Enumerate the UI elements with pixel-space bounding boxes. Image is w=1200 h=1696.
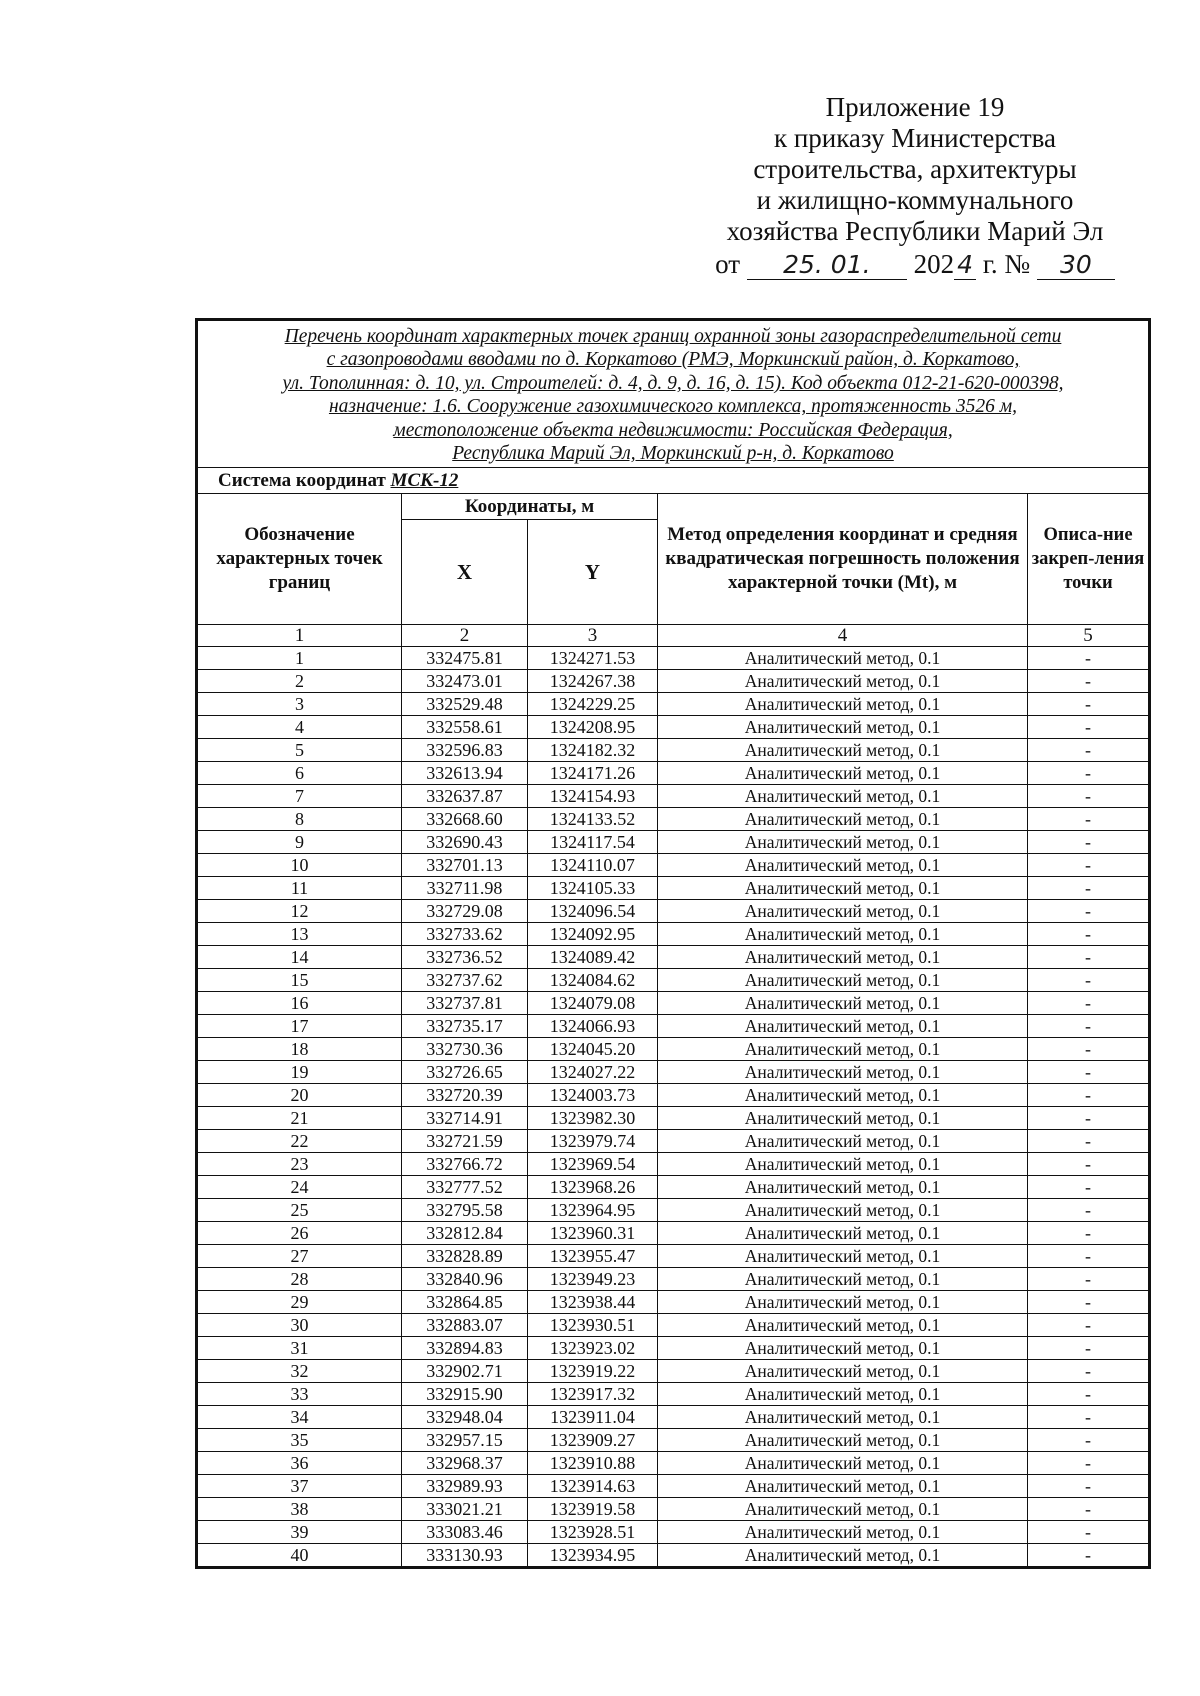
fixing-description: - bbox=[1028, 1475, 1150, 1498]
fixing-description: - bbox=[1028, 1291, 1150, 1314]
fixing-description: - bbox=[1028, 969, 1150, 992]
table-row bbox=[197, 808, 1150, 831]
coord-x: 332948.04 bbox=[402, 1406, 528, 1429]
coord-y: 1323949.23 bbox=[528, 1268, 658, 1291]
coord-y: 1323969.54 bbox=[528, 1153, 658, 1176]
coord-y: 1323982.30 bbox=[528, 1107, 658, 1130]
coord-y: 1324027.22 bbox=[528, 1061, 658, 1084]
method: Аналитический метод, 0.1 bbox=[658, 1199, 1028, 1222]
table-row bbox=[197, 1406, 1150, 1429]
point-number: 4 bbox=[197, 716, 402, 739]
order-year-suffix: г. № bbox=[982, 249, 1031, 279]
table-row bbox=[197, 1176, 1150, 1199]
header-line: строительства, архитектуры bbox=[753, 154, 1077, 184]
fixing-description: - bbox=[1028, 1176, 1150, 1199]
method: Аналитический метод, 0.1 bbox=[658, 854, 1028, 877]
table-title-line: Перечень координат характерных точек границ охранной зоны газораспределительной сети bbox=[284, 326, 1062, 347]
fixing-description: - bbox=[1028, 1406, 1150, 1429]
method: Аналитический метод, 0.1 bbox=[658, 1176, 1028, 1199]
method: Аналитический метод, 0.1 bbox=[658, 785, 1028, 808]
coord-y: 1323979.74 bbox=[528, 1130, 658, 1153]
fixing-description: - bbox=[1028, 923, 1150, 946]
coord-y: 1323934.95 bbox=[528, 1544, 658, 1568]
table-title bbox=[197, 320, 1150, 468]
coord-x: 332473.01 bbox=[402, 670, 528, 693]
point-number: 16 bbox=[197, 992, 402, 1015]
method: Аналитический метод, 0.1 bbox=[658, 992, 1028, 1015]
table-row bbox=[197, 1245, 1150, 1268]
appendix-header bbox=[690, 92, 1140, 280]
table-row bbox=[197, 1475, 1150, 1498]
table-row bbox=[197, 1360, 1150, 1383]
point-number: 36 bbox=[197, 1452, 402, 1475]
coord-y: 1324045.20 bbox=[528, 1038, 658, 1061]
method: Аналитический метод, 0.1 bbox=[658, 1084, 1028, 1107]
coord-x: 332596.83 bbox=[402, 739, 528, 762]
method: Аналитический метод, 0.1 bbox=[658, 670, 1028, 693]
coord-y: 1324171.26 bbox=[528, 762, 658, 785]
coord-x: 332736.52 bbox=[402, 946, 528, 969]
coordinates-table bbox=[195, 318, 1151, 1569]
coord-x: 332721.59 bbox=[402, 1130, 528, 1153]
fixing-description: - bbox=[1028, 1153, 1150, 1176]
coord-x: 332733.62 bbox=[402, 923, 528, 946]
order-year-prefix: 202 bbox=[913, 249, 955, 279]
method: Аналитический метод, 0.1 bbox=[658, 1130, 1028, 1153]
table-row bbox=[197, 946, 1150, 969]
table-row bbox=[197, 1222, 1150, 1245]
table-row bbox=[197, 1544, 1150, 1568]
table-title-line: Республика Марий Эл, Моркинский р-н, д. Коркатово bbox=[452, 443, 894, 465]
point-number: 22 bbox=[197, 1130, 402, 1153]
table-row bbox=[197, 716, 1150, 739]
point-number: 3 bbox=[197, 693, 402, 716]
method: Аналитический метод, 0.1 bbox=[658, 1383, 1028, 1406]
coord-system-value: МСК-12 bbox=[390, 469, 459, 491]
fixing-description: - bbox=[1028, 854, 1150, 877]
table-row bbox=[197, 693, 1150, 716]
coord-y: 1324208.95 bbox=[528, 716, 658, 739]
header-line: хозяйства Республики Марий Эл bbox=[726, 216, 1104, 246]
coord-y: 1323928.51 bbox=[528, 1521, 658, 1544]
point-number: 29 bbox=[197, 1291, 402, 1314]
point-number: 32 bbox=[197, 1360, 402, 1383]
coord-x: 332894.83 bbox=[402, 1337, 528, 1360]
coord-x: 332737.62 bbox=[402, 969, 528, 992]
method: Аналитический метод, 0.1 bbox=[658, 1498, 1028, 1521]
point-number: 20 bbox=[197, 1084, 402, 1107]
coord-x: 332840.96 bbox=[402, 1268, 528, 1291]
header-y: Y bbox=[528, 520, 658, 625]
coord-x: 332720.39 bbox=[402, 1084, 528, 1107]
fixing-description: - bbox=[1028, 1268, 1150, 1291]
coord-x: 332529.48 bbox=[402, 693, 528, 716]
fixing-description: - bbox=[1028, 1498, 1150, 1521]
order-number: 30 bbox=[1037, 251, 1115, 280]
fixing-description: - bbox=[1028, 1314, 1150, 1337]
header-x: X bbox=[402, 520, 528, 625]
coord-x: 332729.08 bbox=[402, 900, 528, 923]
coord-y: 1324117.54 bbox=[528, 831, 658, 854]
coord-y: 1323910.88 bbox=[528, 1452, 658, 1475]
coord-system-filler bbox=[528, 468, 1150, 494]
method: Аналитический метод, 0.1 bbox=[658, 1015, 1028, 1038]
table-row bbox=[197, 1337, 1150, 1360]
method: Аналитический метод, 0.1 bbox=[658, 831, 1028, 854]
coord-x: 332864.85 bbox=[402, 1291, 528, 1314]
fixing-description: - bbox=[1028, 1245, 1150, 1268]
fixing-description: - bbox=[1028, 877, 1150, 900]
method: Аналитический метод, 0.1 bbox=[658, 1475, 1028, 1498]
point-number: 19 bbox=[197, 1061, 402, 1084]
point-number: 37 bbox=[197, 1475, 402, 1498]
point-number: 2 bbox=[197, 670, 402, 693]
method: Аналитический метод, 0.1 bbox=[658, 1268, 1028, 1291]
fixing-description: - bbox=[1028, 1337, 1150, 1360]
header-description: Описа-ние закреп-ления точки bbox=[1028, 494, 1150, 625]
method: Аналитический метод, 0.1 bbox=[658, 1061, 1028, 1084]
method: Аналитический метод, 0.1 bbox=[658, 739, 1028, 762]
coord-y: 1323968.26 bbox=[528, 1176, 658, 1199]
coord-y: 1324154.93 bbox=[528, 785, 658, 808]
table-row bbox=[197, 992, 1150, 1015]
method: Аналитический метод, 0.1 bbox=[658, 1406, 1028, 1429]
coord-x: 333021.21 bbox=[402, 1498, 528, 1521]
fixing-description: - bbox=[1028, 1452, 1150, 1475]
coord-y: 1324267.38 bbox=[528, 670, 658, 693]
fixing-description: - bbox=[1028, 647, 1150, 670]
fixing-description: - bbox=[1028, 1222, 1150, 1245]
coord-y: 1324089.42 bbox=[528, 946, 658, 969]
method: Аналитический метод, 0.1 bbox=[658, 716, 1028, 739]
point-number: 6 bbox=[197, 762, 402, 785]
fixing-description: - bbox=[1028, 1084, 1150, 1107]
order-year-digit: 4 bbox=[954, 251, 976, 280]
table-row bbox=[197, 1383, 1150, 1406]
coord-system-label: Система координат bbox=[218, 469, 386, 491]
coord-x: 332726.65 bbox=[402, 1061, 528, 1084]
order-date-line bbox=[690, 249, 1140, 280]
header-method: Метод определения координат и средняя квадратическая погрешность положения характерной точки (Mt), м bbox=[658, 494, 1028, 625]
point-number: 18 bbox=[197, 1038, 402, 1061]
coord-y: 1323923.02 bbox=[528, 1337, 658, 1360]
coord-x: 332812.84 bbox=[402, 1222, 528, 1245]
point-number: 13 bbox=[197, 923, 402, 946]
method: Аналитический метод, 0.1 bbox=[658, 1153, 1028, 1176]
coord-y: 1323911.04 bbox=[528, 1406, 658, 1429]
column-number: 2 bbox=[402, 625, 528, 647]
coord-y: 1324229.25 bbox=[528, 693, 658, 716]
coord-y: 1323909.27 bbox=[528, 1429, 658, 1452]
fixing-description: - bbox=[1028, 762, 1150, 785]
coord-x: 332777.52 bbox=[402, 1176, 528, 1199]
fixing-description: - bbox=[1028, 900, 1150, 923]
point-number: 35 bbox=[197, 1429, 402, 1452]
method: Аналитический метод, 0.1 bbox=[658, 1360, 1028, 1383]
point-number: 28 bbox=[197, 1268, 402, 1291]
method: Аналитический метод, 0.1 bbox=[658, 1222, 1028, 1245]
coord-x: 332711.98 bbox=[402, 877, 528, 900]
method: Аналитический метод, 0.1 bbox=[658, 647, 1028, 670]
fixing-description: - bbox=[1028, 1061, 1150, 1084]
coord-x: 333130.93 bbox=[402, 1544, 528, 1568]
coord-y: 1324003.73 bbox=[528, 1084, 658, 1107]
coord-y: 1324271.53 bbox=[528, 647, 658, 670]
coord-x: 332475.81 bbox=[402, 647, 528, 670]
coord-y: 1324092.95 bbox=[528, 923, 658, 946]
fixing-description: - bbox=[1028, 670, 1150, 693]
fixing-description: - bbox=[1028, 716, 1150, 739]
coord-system-row bbox=[197, 468, 1150, 494]
coord-y: 1323960.31 bbox=[528, 1222, 658, 1245]
fixing-description: - bbox=[1028, 1544, 1150, 1568]
order-prefix: от bbox=[715, 249, 741, 279]
method: Аналитический метод, 0.1 bbox=[658, 693, 1028, 716]
header-row bbox=[197, 494, 1150, 520]
table-row bbox=[197, 1084, 1150, 1107]
fixing-description: - bbox=[1028, 1038, 1150, 1061]
method: Аналитический метод, 0.1 bbox=[658, 946, 1028, 969]
point-number: 9 bbox=[197, 831, 402, 854]
coord-y: 1323938.44 bbox=[528, 1291, 658, 1314]
table-row bbox=[197, 785, 1150, 808]
coord-y: 1324133.52 bbox=[528, 808, 658, 831]
table-row bbox=[197, 1429, 1150, 1452]
coord-y: 1324110.07 bbox=[528, 854, 658, 877]
header-line: и жилищно-коммунального bbox=[756, 185, 1074, 215]
table-title-line: назначение: 1.6. Сооружение газохимического комплекса, протяженность 3526 м, bbox=[328, 396, 1018, 418]
coord-x: 332735.17 bbox=[402, 1015, 528, 1038]
table-row bbox=[197, 900, 1150, 923]
coord-x: 332902.71 bbox=[402, 1360, 528, 1383]
point-number: 5 bbox=[197, 739, 402, 762]
table-row bbox=[197, 1291, 1150, 1314]
coord-x: 333083.46 bbox=[402, 1521, 528, 1544]
column-number: 1 bbox=[197, 625, 402, 647]
point-number: 40 bbox=[197, 1544, 402, 1568]
fixing-description: - bbox=[1028, 1360, 1150, 1383]
table-row bbox=[197, 1061, 1150, 1084]
table-row bbox=[197, 670, 1150, 693]
coord-y: 1324105.33 bbox=[528, 877, 658, 900]
table-row bbox=[197, 1153, 1150, 1176]
table-row bbox=[197, 923, 1150, 946]
fixing-description: - bbox=[1028, 785, 1150, 808]
point-number: 26 bbox=[197, 1222, 402, 1245]
table-title-line: местоположение объекта недвижимости: Российская Федерация, bbox=[393, 419, 953, 441]
coord-y: 1323955.47 bbox=[528, 1245, 658, 1268]
header-coordinates: Координаты, м bbox=[402, 494, 658, 520]
table-row bbox=[197, 1452, 1150, 1475]
header-designation: Обозначение характерных точек границ bbox=[197, 494, 402, 625]
point-number: 30 bbox=[197, 1314, 402, 1337]
method: Аналитический метод, 0.1 bbox=[658, 1291, 1028, 1314]
coord-y: 1323914.63 bbox=[528, 1475, 658, 1498]
point-number: 7 bbox=[197, 785, 402, 808]
table-row bbox=[197, 1521, 1150, 1544]
coord-x: 332637.87 bbox=[402, 785, 528, 808]
coord-y: 1323930.51 bbox=[528, 1314, 658, 1337]
point-number: 24 bbox=[197, 1176, 402, 1199]
point-number: 21 bbox=[197, 1107, 402, 1130]
point-number: 15 bbox=[197, 969, 402, 992]
coord-x: 332714.91 bbox=[402, 1107, 528, 1130]
coord-x: 332883.07 bbox=[402, 1314, 528, 1337]
table-row bbox=[197, 1314, 1150, 1337]
method: Аналитический метод, 0.1 bbox=[658, 877, 1028, 900]
fixing-description: - bbox=[1028, 739, 1150, 762]
header-line: к приказу Министерства bbox=[773, 123, 1057, 153]
point-number: 1 bbox=[197, 647, 402, 670]
method: Аналитический метод, 0.1 bbox=[658, 1245, 1028, 1268]
point-number: 10 bbox=[197, 854, 402, 877]
column-number: 3 bbox=[528, 625, 658, 647]
point-number: 34 bbox=[197, 1406, 402, 1429]
point-number: 38 bbox=[197, 1498, 402, 1521]
fixing-description: - bbox=[1028, 1015, 1150, 1038]
fixing-description: - bbox=[1028, 1429, 1150, 1452]
table-row bbox=[197, 1268, 1150, 1291]
order-date: 25. 01. bbox=[747, 251, 907, 280]
fixing-description: - bbox=[1028, 808, 1150, 831]
method: Аналитический метод, 0.1 bbox=[658, 1314, 1028, 1337]
coord-x: 332828.89 bbox=[402, 1245, 528, 1268]
table-row bbox=[197, 969, 1150, 992]
coord-x: 332558.61 bbox=[402, 716, 528, 739]
table-row bbox=[197, 762, 1150, 785]
point-number: 12 bbox=[197, 900, 402, 923]
method: Аналитический метод, 0.1 bbox=[658, 923, 1028, 946]
method: Аналитический метод, 0.1 bbox=[658, 808, 1028, 831]
point-number: 25 bbox=[197, 1199, 402, 1222]
method: Аналитический метод, 0.1 bbox=[658, 969, 1028, 992]
method: Аналитический метод, 0.1 bbox=[658, 762, 1028, 785]
table-row bbox=[197, 877, 1150, 900]
table-title-row bbox=[197, 320, 1150, 468]
method: Аналитический метод, 0.1 bbox=[658, 1107, 1028, 1130]
point-number: 11 bbox=[197, 877, 402, 900]
coord-x: 332795.58 bbox=[402, 1199, 528, 1222]
coord-y: 1324079.08 bbox=[528, 992, 658, 1015]
point-number: 31 bbox=[197, 1337, 402, 1360]
fixing-description: - bbox=[1028, 1383, 1150, 1406]
method: Аналитический метод, 0.1 bbox=[658, 1521, 1028, 1544]
table-row bbox=[197, 1130, 1150, 1153]
fixing-description: - bbox=[1028, 831, 1150, 854]
column-numbers-row bbox=[197, 625, 1150, 647]
coord-y: 1324182.32 bbox=[528, 739, 658, 762]
method: Аналитический метод, 0.1 bbox=[658, 1337, 1028, 1360]
fixing-description: - bbox=[1028, 693, 1150, 716]
coord-y: 1323964.95 bbox=[528, 1199, 658, 1222]
table-row bbox=[197, 647, 1150, 670]
coord-system bbox=[197, 468, 528, 494]
coord-y: 1324084.62 bbox=[528, 969, 658, 992]
point-number: 14 bbox=[197, 946, 402, 969]
coord-x: 332690.43 bbox=[402, 831, 528, 854]
table-row bbox=[197, 1038, 1150, 1061]
fixing-description: - bbox=[1028, 1521, 1150, 1544]
coord-y: 1324096.54 bbox=[528, 900, 658, 923]
coord-x: 332737.81 bbox=[402, 992, 528, 1015]
table-row bbox=[197, 1015, 1150, 1038]
fixing-description: - bbox=[1028, 992, 1150, 1015]
coord-x: 332915.90 bbox=[402, 1383, 528, 1406]
method: Аналитический метод, 0.1 bbox=[658, 1038, 1028, 1061]
method: Аналитический метод, 0.1 bbox=[658, 1452, 1028, 1475]
coord-x: 332668.60 bbox=[402, 808, 528, 831]
table-row bbox=[197, 1107, 1150, 1130]
coord-x: 332730.36 bbox=[402, 1038, 528, 1061]
coord-x: 332766.72 bbox=[402, 1153, 528, 1176]
method: Аналитический метод, 0.1 bbox=[658, 900, 1028, 923]
point-number: 23 bbox=[197, 1153, 402, 1176]
table-title-line: ул. Тополинная: д. 10, ул. Строителей: д. 4, д. 9, д. 16, д. 15). Код объекта 012-21-620-000398, bbox=[282, 372, 1064, 394]
coord-y: 1323919.22 bbox=[528, 1360, 658, 1383]
method: Аналитический метод, 0.1 bbox=[658, 1544, 1028, 1568]
table-row bbox=[197, 854, 1150, 877]
point-number: 8 bbox=[197, 808, 402, 831]
coord-x: 332957.15 bbox=[402, 1429, 528, 1452]
point-number: 33 bbox=[197, 1383, 402, 1406]
fixing-description: - bbox=[1028, 1107, 1150, 1130]
coord-y: 1323917.32 bbox=[528, 1383, 658, 1406]
table-row bbox=[197, 831, 1150, 854]
point-number: 27 bbox=[197, 1245, 402, 1268]
coord-y: 1323919.58 bbox=[528, 1498, 658, 1521]
column-number: 5 bbox=[1028, 625, 1150, 647]
fixing-description: - bbox=[1028, 946, 1150, 969]
fixing-description: - bbox=[1028, 1130, 1150, 1153]
coord-x: 332701.13 bbox=[402, 854, 528, 877]
column-number: 4 bbox=[658, 625, 1028, 647]
appendix-title: Приложение 19 bbox=[825, 92, 1005, 122]
coord-x: 332613.94 bbox=[402, 762, 528, 785]
table-row bbox=[197, 1498, 1150, 1521]
table-title-line: с газопроводами вводами по д. Коркатово (РМЭ, Моркинский район, д. Коркатово, bbox=[326, 349, 1020, 371]
coord-x: 332968.37 bbox=[402, 1452, 528, 1475]
table-row bbox=[197, 739, 1150, 762]
table-row bbox=[197, 1199, 1150, 1222]
fixing-description: - bbox=[1028, 1199, 1150, 1222]
point-number: 17 bbox=[197, 1015, 402, 1038]
method: Аналитический метод, 0.1 bbox=[658, 1429, 1028, 1452]
point-number: 39 bbox=[197, 1521, 402, 1544]
coord-x: 332989.93 bbox=[402, 1475, 528, 1498]
coord-y: 1324066.93 bbox=[528, 1015, 658, 1038]
